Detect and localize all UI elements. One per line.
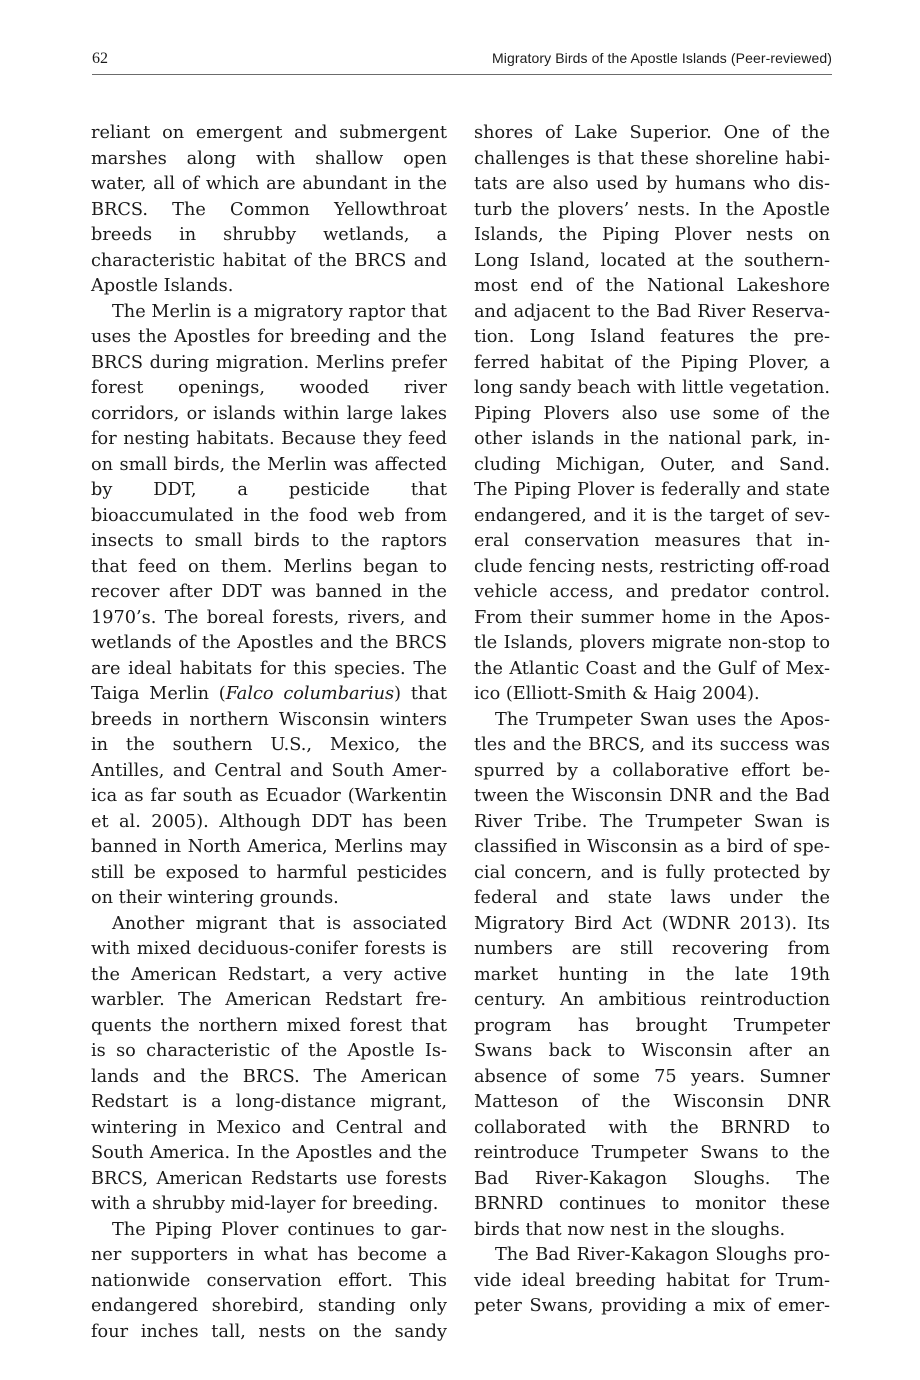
running-title: Migratory Birds of the Apostle Islands (Peer-reviewed) (492, 50, 832, 66)
page-header (92, 50, 832, 74)
left-paragraph-3: Another migrant that is associated with mixed deciduous-conifer forests is the American Redstart, a very active warbler. The American Redstart frequents the northern mixed forest that is so characteristic of the Apostle Islands and the BRCS. The American Redstart is a long-distance migrant, wintering in Mexico and Central and South America. In the Apostles and the BRCS, American Redstarts use forests with a shrubby mid-layer for breeding. (91, 913, 447, 1214)
species-name: Falco columbarius (225, 684, 395, 704)
left-column (91, 121, 447, 1345)
left-paragraph-2 (91, 300, 447, 912)
left-paragraph-4: The Piping Plover continues to garner supporters in what has become a nationwide conservation effort. This endangered shorebird, standing only four inches tall, nests on the sandy (91, 1219, 447, 1342)
header-rule (92, 74, 832, 75)
right-paragraph-1: shores of Lake Superior. One of the challenges is that these shoreline habitats are also used by humans who disturb the plovers’ nests. In the Apostle Islands, the Piping Plover nests on Long Island, located at the southernmost end of the National Lakeshore and adjacent to the Bad River Reservation. Long Island features the preferred habitat of the Piping Plover, a long sandy beach with little vegetation. Piping Plovers also use some of the other islands in the national park, including Michigan, Outer, and Sand. The Piping Plover is federally and state endangered, and it is the target of several conservation measures that include fencing nests, restricting off-road vehicle access, and predator control. From their summer home in the Apostle Islands, plovers migrate non-stop to the Atlantic Coast and the Gulf of Mexico (Elliott-Smith & Haig 2004). (474, 123, 830, 704)
page-number: 62 (92, 50, 108, 67)
right-paragraph-2: The Trumpeter Swan uses the Apostles and the BRCS, and its success was spurred by a collaborative effort between the Wisconsin DNR and the Bad River Tribe. The Trumpeter Swan is classified in Wisconsin as a bird of special concern, and is fully protected by federal and state laws under the Migratory Bird Act (WDNR 2013). Its numbers are still recovering from market hunting in the late 19th century. An ambitious reintroduction program has brought Trumpeter Swans back to Wisconsin after an absence of some 75 years. Sumner Matteson of the Wisconsin DNR collaborated with the BRNRD to reintroduce Trumpeter Swans to the Bad River-Kakagon Sloughs. The BRNRD continues to monitor these birds that now nest in the sloughs. (474, 709, 830, 1240)
right-paragraph-3: The Bad River-Kakagon Sloughs provide ideal breeding habitat for Trumpeter Swans, providing a mix of emer- (474, 1245, 830, 1316)
merlin-text-a: The Merlin is a migratory raptor that uses the Apostles for breeding and the BRCS during migration. Merlins prefer forest openings, wooded river corridors, or islands within large lakes for nesting habitats. Because they feed on small birds, the Merlin was affected by DDT, a pesticide that bioaccumulated in the food web from insects to small birds to the raptors that feed on them. Merlins began to recover after DDT was banned in the 1970’s. The boreal forests, rivers, and wetlands of the Apostles and the BRCS are ideal habitats for this species. The Taiga Merlin ( (91, 301, 447, 704)
right-column (474, 121, 830, 1320)
left-paragraph-1: reliant on emergent and submergent marshes along with shallow open water, all of which are abundant in the BRCS. The Common Yellowthroat breeds in shrubby wetlands, a characteristic habitat of the BRCS and Apostle Islands. (91, 123, 447, 296)
merlin-text-b: ) that breeds in northern Wisconsin winters in the southern U.S., Mexico, the Antilles, and Central and South America as far south as Ecuador (Warkentin et al. 2005). Although DDT has been banned in North America, Merlins may still be exposed to harmful pesticides on their wintering grounds. (91, 684, 447, 908)
